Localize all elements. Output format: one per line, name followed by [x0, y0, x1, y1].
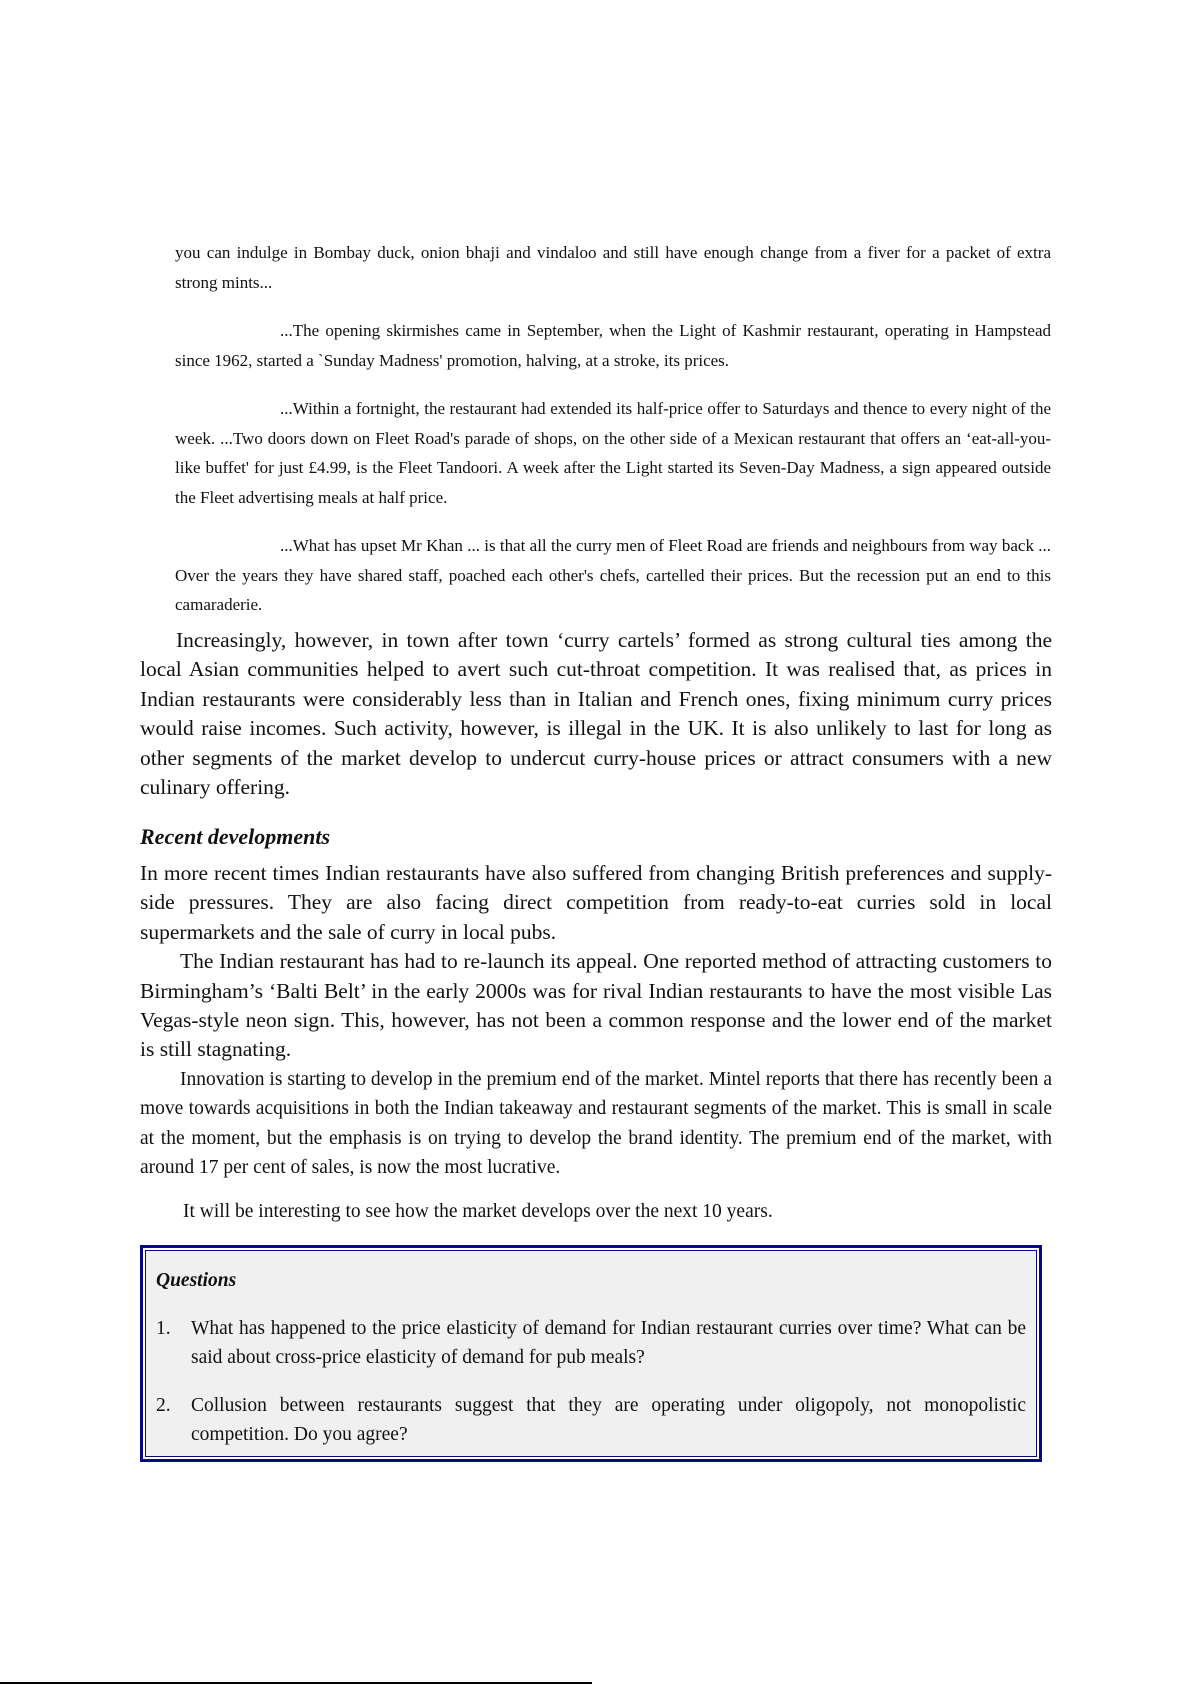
quoted-extract — [175, 238, 1051, 639]
body-paragraph: In more recent times Indian restaurants have also suffered from changing British preferences and supply-side pressures. They are also facing direct competition from ready-to-eat curries sold in local supermarkets and the sale of curry in local pubs. — [140, 861, 1052, 944]
question-text: Collusion between restaurants suggest that they are operating under oligopoly, not monopolistic competition. Do you agree? — [191, 1394, 1026, 1446]
recent-developments-section — [140, 859, 1052, 1065]
question-number: 2. — [156, 1394, 171, 1416]
quote-paragraph: ...What has upset Mr Khan ... is that all the curry men of Fleet Road are friends and neighbours from way back ... Over the years they have shared staff, poached each other's chefs, cartelled their prices. But the recession put an end to this camaraderie. — [175, 536, 1051, 614]
questions-box-inner — [145, 1250, 1037, 1457]
question-item — [156, 1391, 1026, 1450]
questions-title: Questions — [156, 1270, 237, 1291]
questions-list — [156, 1314, 1026, 1450]
body-paragraph-closing: It will be interesting to see how the market develops over the next 10 years. — [183, 1201, 773, 1222]
question-number: 1. — [156, 1318, 171, 1339]
footer-rule — [0, 1682, 592, 1684]
question-text: What has happened to the price elasticity of demand for Indian restaurant curries over time? What can be said about cross-price elasticity of demand for pub meals? — [191, 1318, 1026, 1369]
section-heading: Recent developments — [140, 824, 331, 849]
body-paragraph: The Indian restaurant has had to re-launch its appeal. One reported method of attracting customers to Birmingham’s ‘Balti Belt’ in the early 2000s was for rival Indian restaurants to have the most visible Las Vegas-style neon sign. This, however, has not been a common response and the lower end of the market is still stagnating. — [140, 949, 1052, 1062]
quote-paragraph: ...Within a fortnight, the restaurant had extended its half-price offer to Saturdays and thence to every night of the week. ...Two doors down on Fleet Road's parade of shops, on the other side of a Mexican restaurant that offers an ‘eat-all-you-like buffet' for just £4.99, is the Fleet Tandoori. A week after the Light started its Seven-Day Madness, a sign appeared outside the Fleet advertising meals at half price. — [175, 399, 1051, 507]
body-paragraph-cartels: Increasingly, however, in town after town ‘curry cartels’ formed as strong cultural ties among the local Asian communities helped to avert such cut-throat competition. It was realised that, as prices in Indian restaurants were considerably less than in Italian and French ones, fixing minimum curry prices would raise incomes. Such activity, however, is illegal in the UK. It is also unlikely to last for long as other segments of the market develop to undercut curry-house prices or attract consumers with a new culinary offering. — [140, 628, 1052, 800]
quote-paragraph: you can indulge in Bombay duck, onion bhaji and vindaloo and still have enough change from a fiver for a packet of extra strong mints... — [175, 243, 1051, 292]
questions-box — [140, 1245, 1042, 1462]
body-paragraph-innovation — [140, 1065, 1052, 1183]
question-item — [156, 1314, 1026, 1373]
quote-paragraph: ...The opening skirmishes came in September, when the Light of Kashmir restaurant, operating in Hampstead since 1962, started a `Sunday Madness' promotion, halving, at a stroke, its prices. — [175, 321, 1051, 370]
body-paragraph: Innovation is starting to develop in the premium end of the market. Mintel reports that there has recently been a move towards acquisitions in both the Indian takeaway and restaurant segments of the market. This is small in scale at the moment, but the emphasis is on trying to develop the brand identity. The premium end of the market, with around 17 per cent of sales, is now the most lucrative. — [140, 1069, 1052, 1179]
